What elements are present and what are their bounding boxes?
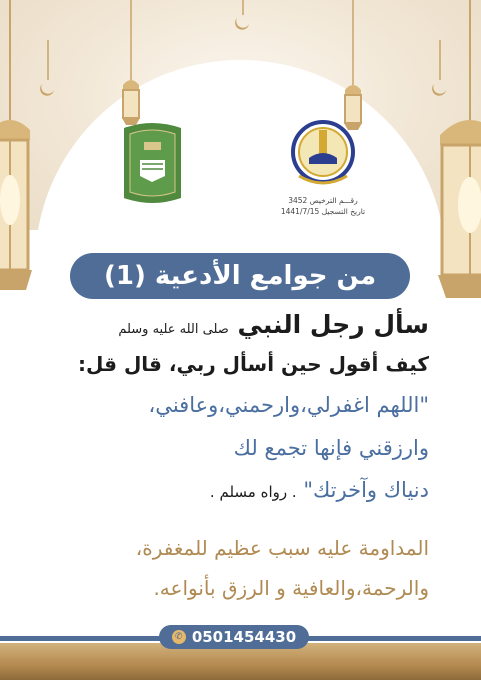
page-title: من جوامع الأدعية (1) — [103, 261, 377, 291]
dua-line-3-main: دنياك وآخرتك" — [303, 478, 429, 502]
license-number: رقـــم الترخيص 3452 — [288, 196, 358, 205]
association-logo-icon — [283, 118, 363, 193]
license-info — [268, 195, 378, 217]
lantern-small-right-icon — [340, 0, 366, 135]
crescent-icon — [38, 40, 58, 100]
phone-badge[interactable] — [159, 625, 309, 649]
dua-line-3 — [210, 478, 429, 502]
lantern-small-left-icon — [118, 0, 144, 130]
note-line-2: والرحمة،والعافية و الرزق بأنواعه. — [153, 576, 429, 600]
salutation-text: صلى الله عليه وسلم — [118, 322, 229, 337]
hadith-line-1 — [118, 310, 429, 339]
crescent-icon — [430, 40, 450, 100]
phone-number: 0501454430 — [191, 628, 297, 646]
phone-icon: ✆ — [172, 630, 186, 644]
dua-line-1: "اللهم اغفرلي،وارحمني،وعافني، — [148, 393, 429, 417]
note-line-1: المداومة عليه سبب عظيم للمغفرة، — [135, 536, 429, 560]
registration-date: تاريخ التسجيل 1441/7/15 — [280, 207, 366, 216]
ministry-logo-icon — [120, 120, 185, 205]
dua-line-2: وارزقني فإنها تجمع لك — [233, 436, 429, 460]
narration-text: . رواه مسلم . — [209, 483, 297, 501]
crescent-icon — [233, 0, 253, 30]
title-banner — [70, 253, 410, 299]
hadith-line-1-main: سأل رجل النبي — [237, 310, 429, 339]
hadith-line-2: كيف أقول حين أسأل ربي، قال قل: — [78, 352, 429, 376]
